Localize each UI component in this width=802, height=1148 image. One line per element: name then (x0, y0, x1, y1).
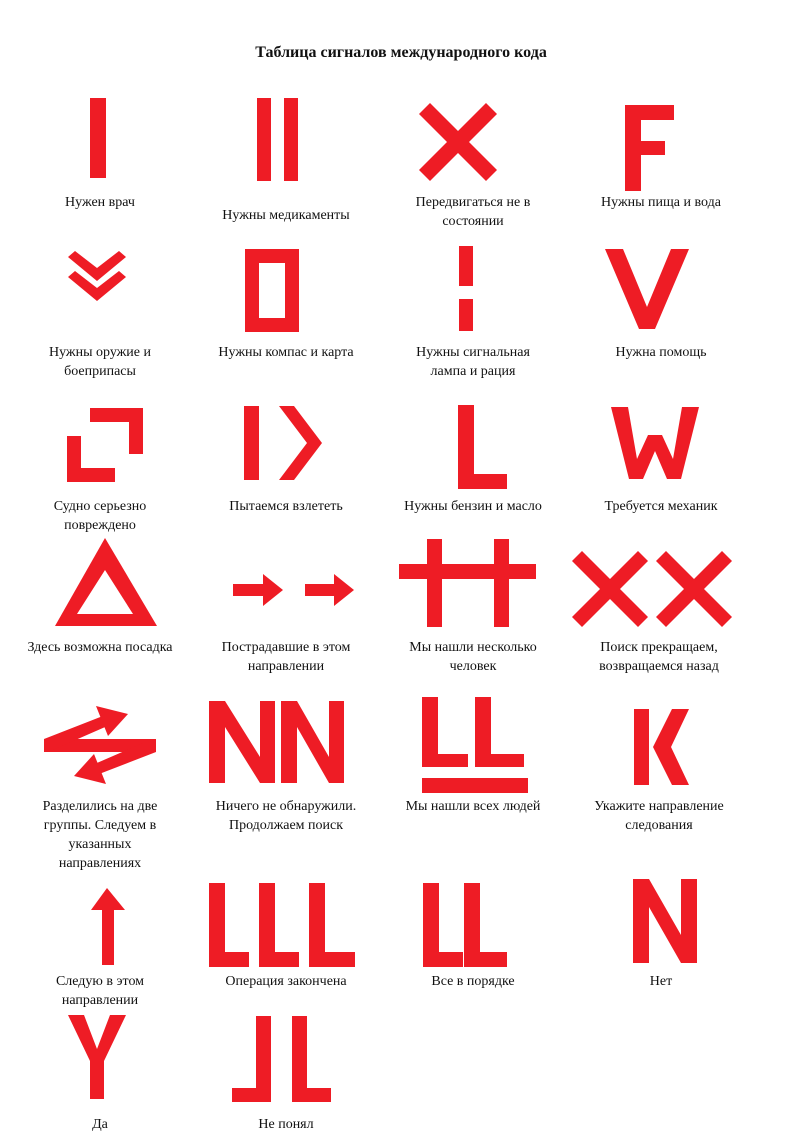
signal-caption: Нужны сигнальная лампа и рация (416, 345, 530, 379)
signal-caption: Здесь возможна посадка (27, 640, 173, 655)
signal-caption: Передвигаться не в состоянии (415, 195, 531, 229)
signal-symbol-W (611, 407, 701, 481)
signal-symbol-Y (68, 1015, 128, 1101)
signal-caption: Разделились на две группы. Следуем в указанных направлениях (42, 799, 158, 871)
signal-symbol-LL-underline (422, 697, 530, 795)
signal-caption: Следую в этом направлении (55, 974, 145, 1008)
signal-symbol-rectangle (245, 249, 301, 335)
signal-symbol-K (634, 709, 694, 787)
signal-caption: Ничего не обнаружили. Продолжаем поиск (215, 799, 357, 833)
signal-symbol-arrow-up (91, 888, 127, 968)
signal-caption: Нужны оружие и боеприпасы (49, 345, 151, 379)
signal-symbol-F (625, 105, 677, 193)
signal-symbol-V (605, 249, 691, 331)
signal-caption: Пытаемся взлететь (229, 499, 343, 514)
signal-caption: Да (92, 1117, 108, 1132)
signal-caption: Не понял (258, 1117, 314, 1132)
signal-symbol-broken-square (67, 408, 145, 484)
signal-caption: Укажите направление следования (594, 799, 724, 833)
signal-caption: Требуется механик (604, 499, 718, 514)
signal-symbol-double-chevron-down (65, 251, 131, 303)
signal-caption: Нужен врач (65, 195, 135, 210)
signal-caption: Нет (649, 974, 673, 989)
signal-symbol-I-arrow (244, 406, 324, 482)
signal-caption: Нужны медикаменты (222, 208, 350, 223)
signal-symbol-N (633, 879, 699, 965)
signal-caption: Нужны бензин и масло (404, 499, 542, 514)
signal-symbol-II (257, 98, 301, 182)
signal-caption: Мы нашли всех людей (405, 799, 541, 814)
signal-caption: Судно серьезно повреждено (53, 499, 147, 533)
signal-symbol-NN (209, 701, 347, 785)
signal-symbol-broken-line (459, 246, 477, 334)
signal-symbol-XX (572, 551, 736, 629)
signal-caption: Операция закончена (225, 974, 347, 989)
signal-caption: Все в порядке (431, 974, 515, 989)
signal-symbol-L (458, 405, 510, 491)
signal-symbol-X (419, 103, 499, 183)
signal-symbol-I (90, 98, 110, 180)
signal-symbol-double-cross (399, 539, 539, 629)
signal-symbol-split-arrows (42, 706, 158, 784)
signal-caption: Нужны пища и вода (601, 195, 721, 210)
page-title: Таблица сигналов международного кода (255, 44, 547, 61)
signal-symbol-triangle (55, 538, 159, 628)
signal-caption: Нужны компас и карта (218, 345, 354, 360)
signal-caption: Поиск прекращаем, возвращаемся назад (599, 640, 719, 674)
signal-caption: Нужна помощь (615, 345, 707, 360)
signal-symbol-LLL (209, 883, 359, 969)
signal-symbol-arrows-right (233, 574, 357, 608)
signal-caption: Пострадавшие в этом направлении (221, 640, 351, 674)
signal-caption: Мы нашли несколько человек (409, 640, 537, 674)
signal-symbol-LL (423, 883, 511, 969)
signal-symbol-JL (232, 1016, 334, 1104)
